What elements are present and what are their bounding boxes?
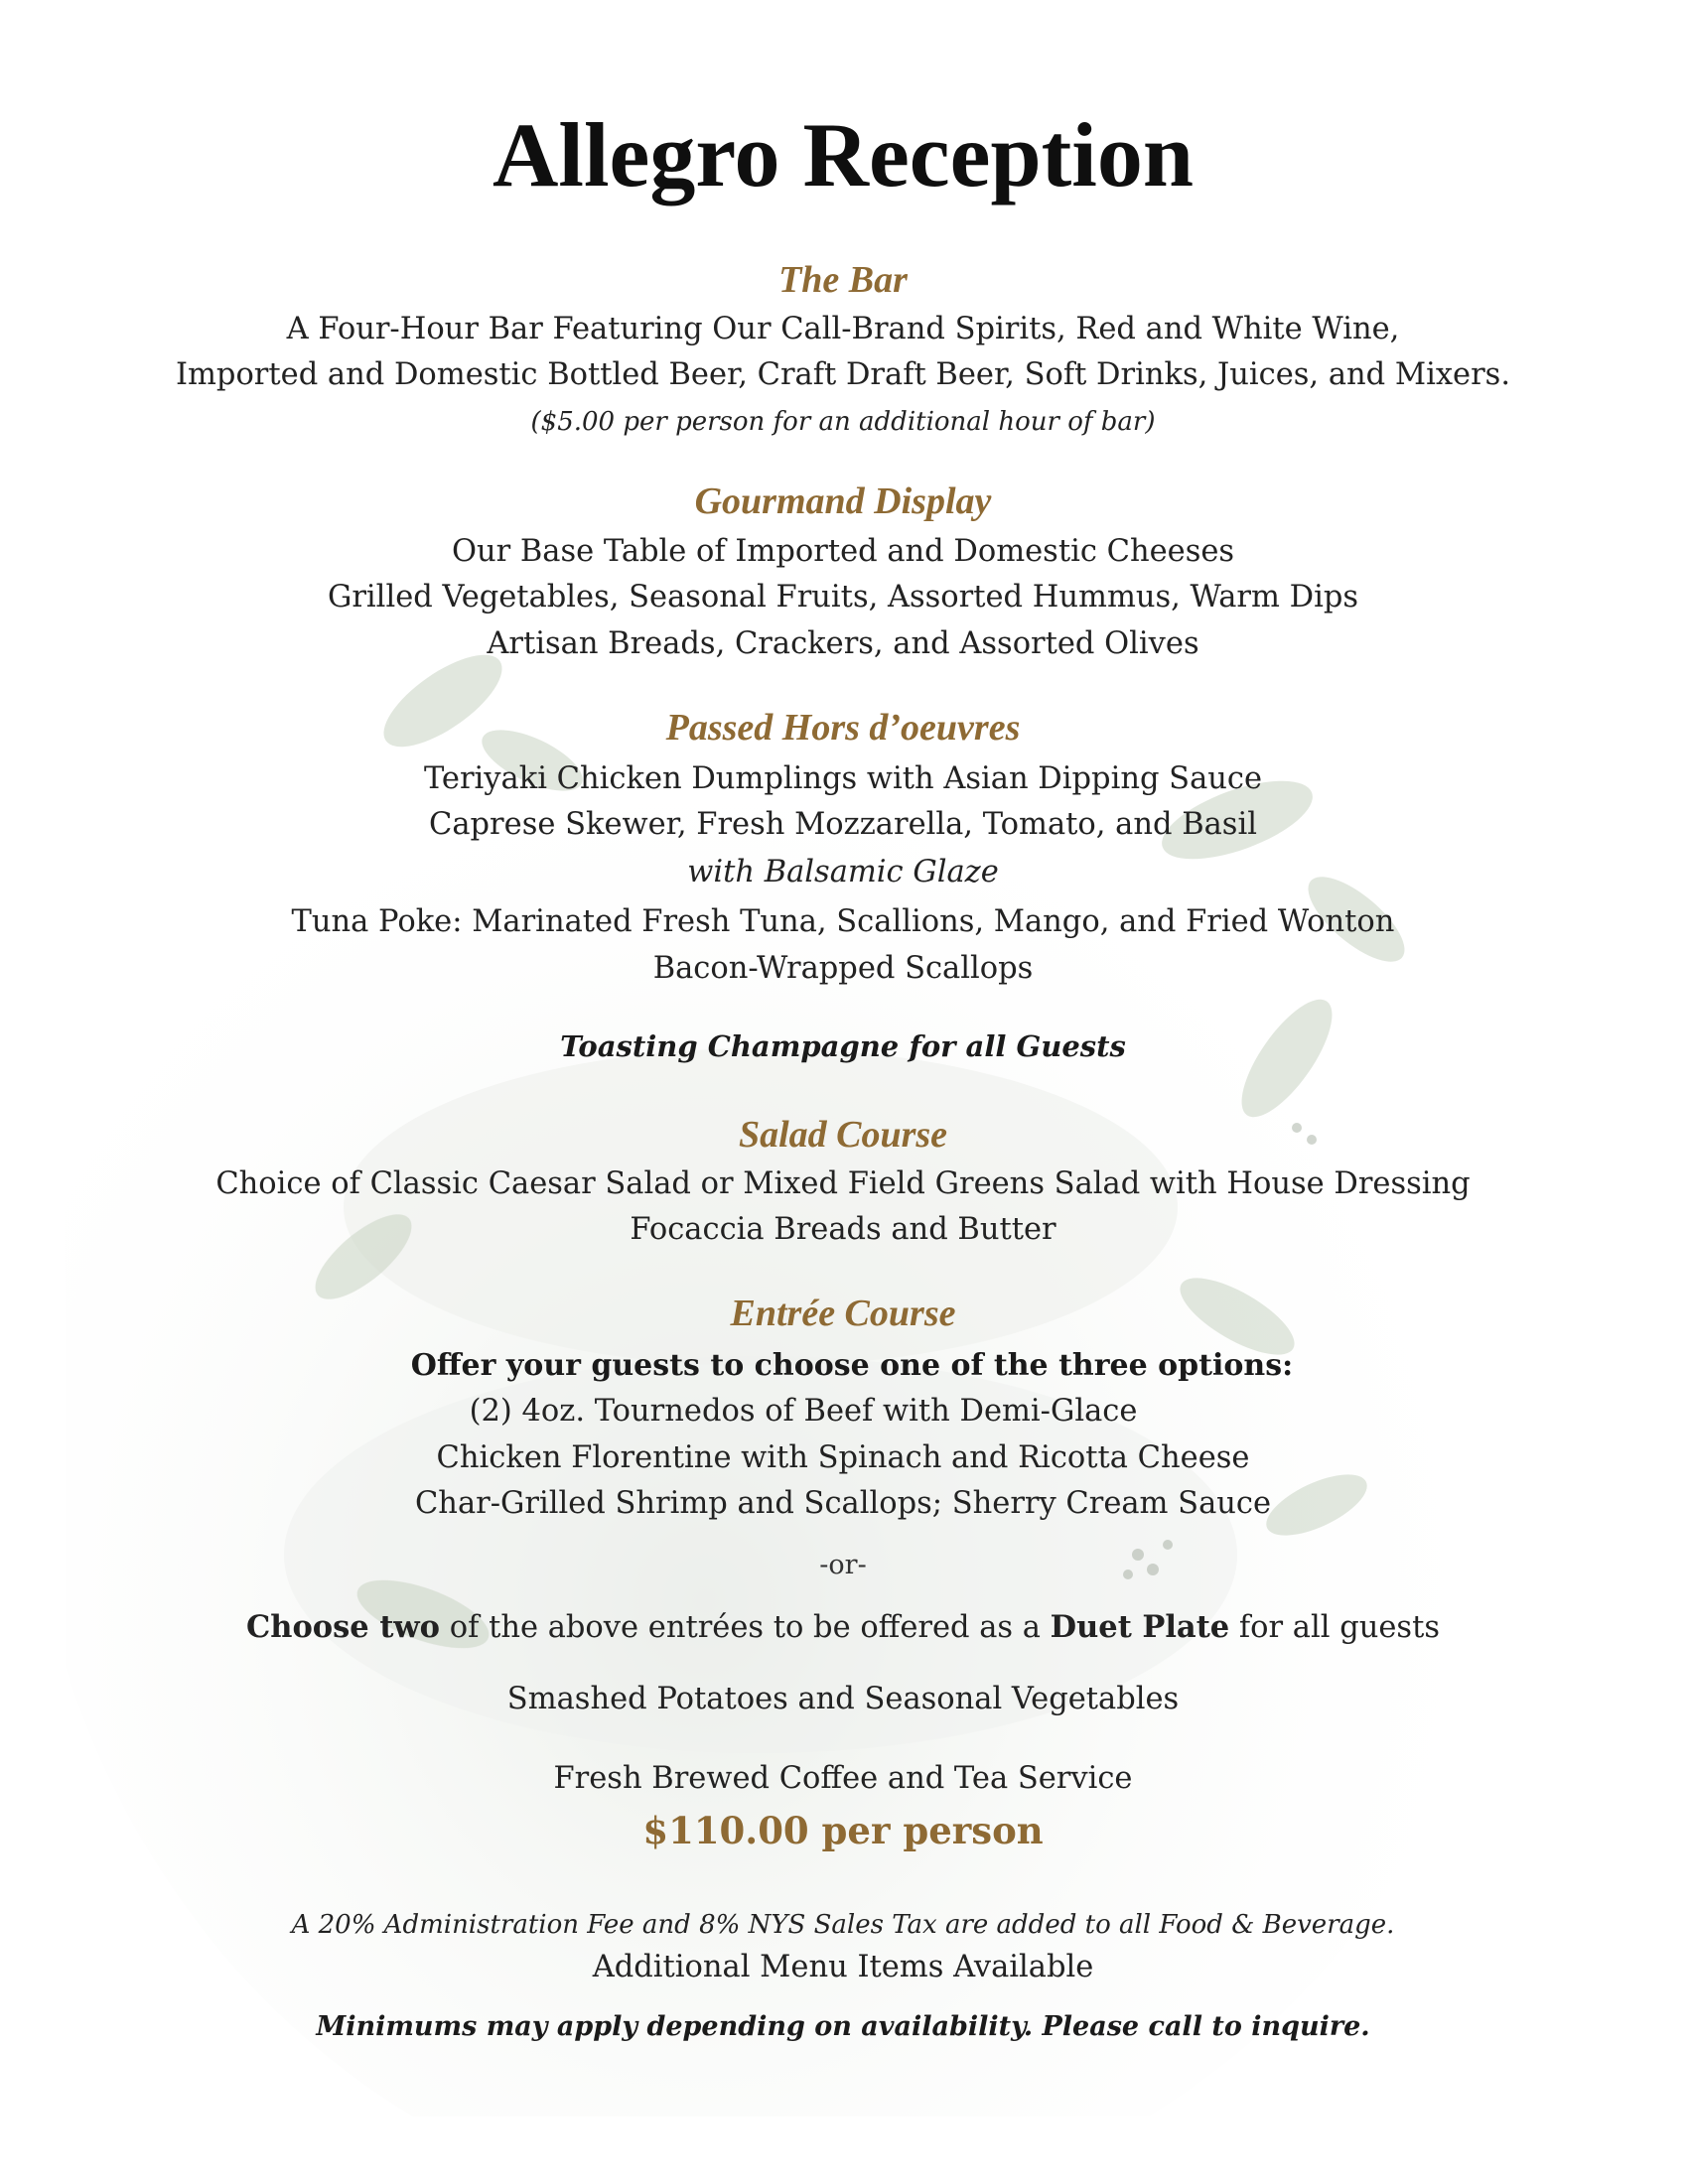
hors-line-1: Teriyaki Chicken Dumplings with Asian Dipping Sauce (423, 761, 1263, 796)
gourmand-line-1: Our Base Table of Imported and Domestic Cheeses (451, 534, 1235, 569)
entree-intro: Offer your guests to choose one of the three options: (410, 1348, 1294, 1383)
minimums-note: Minimums may apply depending on availability. Please call to inquire. (316, 2011, 1370, 2042)
entree-option-3: Char-Grilled Shrimp and Scallops; Sherry Cream Sauce (414, 1486, 1272, 1521)
duet-choose-two: Choose two (246, 1609, 441, 1645)
salad-line-2: Focaccia Breads and Butter (630, 1212, 1056, 1247)
additional-items-note: Additional Menu Items Available (592, 1950, 1094, 1984)
entree-or-divider: -or- (819, 1550, 867, 1580)
salad-heading: Salad Course (738, 1114, 948, 1156)
page-title: Allegro Reception (492, 104, 1195, 205)
hors-line-5: Bacon-Wrapped Scallops (652, 951, 1034, 986)
sides-line: Smashed Potatoes and Seasonal Vegetables (506, 1682, 1180, 1716)
bar-line-2: Imported and Domestic Bottled Beer, Craft Draft Beer, Soft Drinks, Juices, and Mixers. (175, 357, 1511, 392)
entree-heading: Entrée Course (730, 1293, 956, 1334)
entree-option-1: (2) 4oz. Tournedos of Beef with Demi-Glace (469, 1394, 1138, 1429)
bar-heading: The Bar (778, 259, 908, 301)
hors-line-3: with Balsamic Glaze (687, 855, 999, 889)
bar-note: ($5.00 per person for an additional hour of bar) (530, 407, 1156, 437)
gourmand-heading: Gourmand Display (694, 480, 992, 522)
duet-mid-text: of the above entrées to be offered as a (440, 1610, 1051, 1645)
duet-end-text: for all guests (1229, 1610, 1440, 1645)
champagne-note: Toasting Champagne for all Guests (560, 1029, 1126, 1063)
fee-note: A 20% Administration Fee and 8% NYS Sales Tax are added to all Food & Beverage. (291, 1910, 1395, 1940)
menu-content (68, 68, 1619, 2115)
hors-heading: Passed Hors d’oeuvres (665, 707, 1021, 749)
entree-option-2: Chicken Florentine with Spinach and Ricotta Cheese (436, 1440, 1250, 1475)
salad-line-1: Choice of Classic Caesar Salad or Mixed Field Greens Salad with House Dressing (215, 1166, 1471, 1201)
gourmand-line-3: Artisan Breads, Crackers, and Assorted Olives (487, 626, 1199, 661)
duet-plate-line (68, 1609, 1619, 1645)
hors-line-2: Caprese Skewer, Fresh Mozzarella, Tomato, and Basil (429, 807, 1257, 842)
gourmand-line-2: Grilled Vegetables, Seasonal Fruits, Assorted Hummus, Warm Dips (327, 580, 1359, 614)
duet-plate-label: Duet Plate (1050, 1609, 1230, 1645)
coffee-line: Fresh Brewed Coffee and Tea Service (553, 1761, 1133, 1796)
hors-line-4: Tuna Poke: Marinated Fresh Tuna, Scallions, Mango, and Fried Wonton (291, 904, 1395, 939)
price: $110.00 per person (642, 1809, 1044, 1852)
bar-line-1: A Four-Hour Bar Featuring Our Call-Brand Spirits, Red and White Wine, (286, 312, 1400, 346)
